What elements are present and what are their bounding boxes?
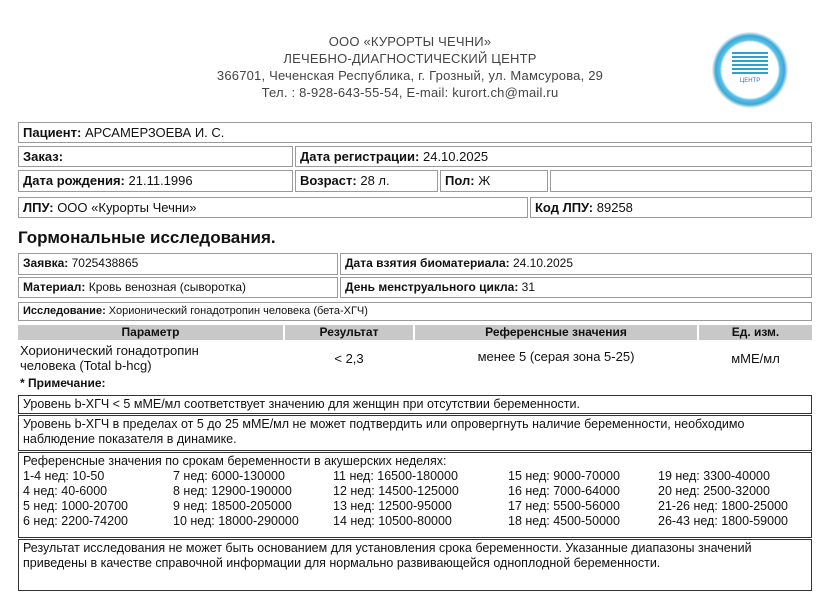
week-range: 17 нед: 5500-56000: [508, 499, 620, 513]
week-range: 26-43 нед: 1800-59000: [658, 514, 788, 528]
week-range: 6 нед: 2200-74200: [23, 514, 128, 528]
result-value: < 2,3: [334, 351, 364, 366]
week-range: 10 нед: 18000-290000: [173, 514, 299, 528]
final-note: Результат исследования не может быть основанием для установления срока беременности. Указанные диапазоны значений приведены в качестве справочной информации для нормально развивающейся одноплодной беременности.: [18, 539, 812, 591]
lpu-code-field: Код ЛПУ: 89258: [530, 197, 812, 218]
cycle-day-field: День менструального цикла: 31: [340, 277, 812, 298]
result-units: мМЕ/мл: [731, 351, 780, 366]
contacts: Тел. : 8-928-643-55-54, E-mail: kurort.ch@mail.ru: [261, 85, 559, 100]
logo: [712, 32, 788, 108]
week-range: 15 нед: 9000-70000: [508, 469, 620, 483]
note-1: Уровень b-ХГЧ < 5 мМЕ/мл соответствует значению для женщин при отсутствии беременности.: [18, 395, 812, 414]
week-range: 9 нед: 18500-205000: [173, 499, 292, 513]
material-field: Материал: Кровь венозная (сыворотка): [18, 277, 338, 298]
center-name: ЛЕЧЕБНО-ДИАГНОСТИЧЕСКИЙ ЦЕНТР: [283, 51, 537, 66]
week-range: 13 нед: 12500-95000: [333, 499, 452, 513]
section-title: Гормональные исследования.: [18, 228, 276, 247]
birth-date-field: Дата рождения: 21.11.1996: [18, 170, 293, 192]
age-field: Возраст: 28 л.: [295, 170, 438, 192]
empty-field: [550, 170, 812, 192]
org-name: ООО «КУРОРТЫ ЧЕЧНИ»: [328, 34, 492, 49]
weeks-reference-box: [18, 452, 812, 538]
week-range: 8 нед: 12900-190000: [173, 484, 292, 498]
logo-text: ЦЕНТР: [739, 78, 761, 84]
registration-field: Дата регистрации: 24.10.2025: [295, 146, 812, 167]
week-range: 21-26 нед: 1800-25000: [658, 499, 788, 513]
result-reference: менее 5 (серая зона 5-25): [477, 349, 635, 364]
week-range: 11 нед: 16500-180000: [333, 469, 458, 483]
note-label: * Примечание:: [20, 376, 106, 390]
patient-field: Пациент: АРСАМЕРЗОЕВА И. С.: [18, 122, 812, 143]
order-field: Заказ:: [18, 146, 293, 167]
col-header-parameter: Параметр: [18, 325, 283, 340]
week-range: 20 нед: 2500-32000: [658, 484, 770, 498]
col-header-reference: Референсные значения: [415, 325, 697, 340]
request-field: Заявка: 7025438865: [18, 253, 338, 275]
note-2: Уровень b-ХГЧ в пределах от 5 до 25 мМЕ/мл не может подтвердить или опровергнуть наличие беременности, необходимо наблюдение показателя в динамике.: [18, 415, 812, 451]
address: 366701, Чеченская Республика, г. Грозный, ул. Мамсурова, 29: [216, 68, 604, 83]
result-parameter: Хорионический гонадотропин человека (Total b-hcg): [20, 343, 199, 373]
letterhead: [180, 33, 640, 101]
weeks-grid: [23, 469, 807, 529]
building-icon: [732, 52, 768, 74]
week-range: 7 нед: 6000-130000: [173, 469, 285, 483]
week-range: 12 нед: 14500-125000: [333, 484, 459, 498]
week-range: 1-4 нед: 10-50: [23, 469, 105, 483]
week-range: 19 нед: 3300-40000: [658, 469, 770, 483]
lpu-field: ЛПУ: ООО «Курорты Чечни»: [18, 197, 528, 218]
sex-field: Пол: Ж: [440, 170, 548, 192]
week-range: 16 нед: 7000-64000: [508, 484, 620, 498]
week-range: 18 нед: 4500-50000: [508, 514, 620, 528]
week-range: 14 нед: 10500-80000: [333, 514, 452, 528]
col-header-result: Результат: [285, 325, 413, 340]
study-field: Исследование: Хорионический гонадотропин человека (бета-ХГЧ): [18, 302, 812, 321]
week-range: 5 нед: 1000-20700: [23, 499, 128, 513]
sample-date-field: Дата взятия биоматериала: 24.10.2025: [340, 253, 812, 275]
weeks-title: Референсные значения по срокам беременности в акушерских неделях:: [23, 454, 447, 468]
col-header-units: Ед. изм.: [699, 325, 812, 340]
week-range: 4 нед: 40-6000: [23, 484, 108, 498]
